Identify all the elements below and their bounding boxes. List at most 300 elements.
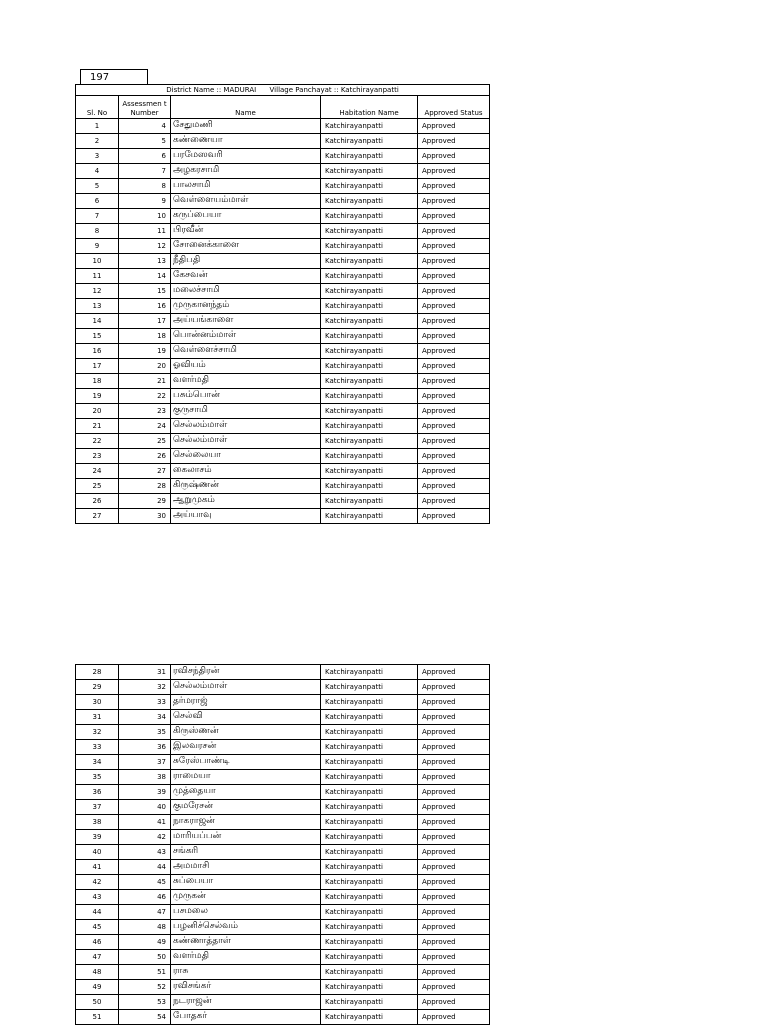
habitation-cell: Katchirayanpatti [321, 770, 418, 785]
sl-no-cell: 27 [76, 509, 119, 524]
status-cell: Approved [418, 224, 490, 239]
sl-no-cell: 6 [76, 194, 119, 209]
header-approved-status: Approved Status [418, 96, 490, 119]
sl-no-cell: 32 [76, 725, 119, 740]
sl-no-cell: 30 [76, 695, 119, 710]
status-cell: Approved [418, 1010, 490, 1025]
name-cell: பரமேஸவரி [171, 149, 321, 164]
habitation-cell: Katchirayanpatti [321, 830, 418, 845]
name-cell: நாகராஜன் [171, 815, 321, 830]
assessment-number-cell: 51 [119, 965, 171, 980]
name-cell: பசும்பொன் [171, 389, 321, 404]
habitation-cell: Katchirayanpatti [321, 665, 418, 680]
table-row [76, 179, 490, 194]
name-cell: முருகானந்தம் [171, 299, 321, 314]
table-row [76, 134, 490, 149]
sl-no-cell: 13 [76, 299, 119, 314]
status-cell: Approved [418, 800, 490, 815]
table-row [76, 314, 490, 329]
sl-no-cell: 1 [76, 119, 119, 134]
table-row [76, 1010, 490, 1025]
habitation-cell: Katchirayanpatti [321, 299, 418, 314]
table-row [76, 284, 490, 299]
name-cell: வளர்மதி [171, 950, 321, 965]
assessment-number-cell: 26 [119, 449, 171, 464]
sl-no-cell: 49 [76, 980, 119, 995]
habitation-cell: Katchirayanpatti [321, 149, 418, 164]
sl-no-cell: 28 [76, 665, 119, 680]
status-cell: Approved [418, 194, 490, 209]
name-cell: செல்லம்மாள் [171, 434, 321, 449]
table-row [76, 875, 490, 890]
table-row [76, 269, 490, 284]
table-row [76, 830, 490, 845]
name-cell: ராசு [171, 965, 321, 980]
name-cell: சுரேஸ்பாண்டி [171, 755, 321, 770]
assessment-number-cell: 17 [119, 314, 171, 329]
habitation-cell: Katchirayanpatti [321, 755, 418, 770]
assessment-number-cell: 29 [119, 494, 171, 509]
status-cell: Approved [418, 419, 490, 434]
name-cell: கிருஸ்ணன் [171, 725, 321, 740]
assessment-number-cell: 35 [119, 725, 171, 740]
status-cell: Approved [418, 980, 490, 995]
table-row [76, 344, 490, 359]
status-cell: Approved [418, 680, 490, 695]
assessment-number-cell: 33 [119, 695, 171, 710]
habitation-cell: Katchirayanpatti [321, 740, 418, 755]
sl-no-cell: 14 [76, 314, 119, 329]
table-row [76, 950, 490, 965]
habitation-cell: Katchirayanpatti [321, 119, 418, 134]
table-row [76, 815, 490, 830]
habitation-cell: Katchirayanpatti [321, 434, 418, 449]
status-cell: Approved [418, 119, 490, 134]
sl-no-cell: 19 [76, 389, 119, 404]
status-cell: Approved [418, 509, 490, 524]
name-cell: அய்யாவு [171, 509, 321, 524]
sl-no-cell: 44 [76, 905, 119, 920]
assessment-number-cell: 19 [119, 344, 171, 359]
sl-no-cell: 3 [76, 149, 119, 164]
table-row [76, 800, 490, 815]
name-cell: வெள்ளைச்சாமி [171, 344, 321, 359]
assessment-number-cell: 42 [119, 830, 171, 845]
name-cell: கண்ணாத்தாள் [171, 935, 321, 950]
assessment-number-cell: 10 [119, 209, 171, 224]
assessment-number-cell: 7 [119, 164, 171, 179]
table-row [76, 980, 490, 995]
sl-no-cell: 45 [76, 920, 119, 935]
name-cell: வளர்மதி [171, 374, 321, 389]
habitation-cell: Katchirayanpatti [321, 815, 418, 830]
table-row [76, 494, 490, 509]
name-cell: அமமாசி [171, 860, 321, 875]
habitation-cell: Katchirayanpatti [321, 680, 418, 695]
habitation-cell: Katchirayanpatti [321, 479, 418, 494]
name-cell: கேசவன் [171, 269, 321, 284]
sl-no-cell: 24 [76, 464, 119, 479]
assessment-number-cell: 15 [119, 284, 171, 299]
table-row [76, 905, 490, 920]
status-cell: Approved [418, 254, 490, 269]
status-cell: Approved [418, 785, 490, 800]
name-cell: சுப்பையா [171, 875, 321, 890]
name-cell: தர்மராஜ் [171, 695, 321, 710]
status-cell: Approved [418, 494, 490, 509]
status-cell: Approved [418, 269, 490, 284]
page-number-box [80, 69, 148, 85]
assessment-number-cell: 32 [119, 680, 171, 695]
name-cell: ரவிசந்திரன் [171, 665, 321, 680]
assessment-number-cell: 52 [119, 980, 171, 995]
table-row [76, 164, 490, 179]
header-habitation-name: Habitation Name [321, 96, 418, 119]
name-cell: அழகரசாமி [171, 164, 321, 179]
sl-no-cell: 41 [76, 860, 119, 875]
sl-no-cell: 11 [76, 269, 119, 284]
assessment-number-cell: 14 [119, 269, 171, 284]
habitation-cell: Katchirayanpatti [321, 314, 418, 329]
habitation-cell: Katchirayanpatti [321, 209, 418, 224]
name-cell: கைலாசம் [171, 464, 321, 479]
habitation-cell: Katchirayanpatti [321, 494, 418, 509]
assessment-number-cell: 38 [119, 770, 171, 785]
name-cell: ஆறுமுகம் [171, 494, 321, 509]
name-cell: மலைச்சாமி [171, 284, 321, 299]
habitation-cell: Katchirayanpatti [321, 359, 418, 374]
assessment-number-cell: 18 [119, 329, 171, 344]
assessment-number-cell: 43 [119, 845, 171, 860]
table-row [76, 464, 490, 479]
status-cell: Approved [418, 740, 490, 755]
table-row [76, 725, 490, 740]
status-cell: Approved [418, 770, 490, 785]
table-row [76, 740, 490, 755]
table-row [76, 695, 490, 710]
assessment-number-cell: 36 [119, 740, 171, 755]
table-row [76, 329, 490, 344]
status-cell: Approved [418, 725, 490, 740]
name-cell: சேதுமணி [171, 119, 321, 134]
name-cell: நடராஜன் [171, 995, 321, 1010]
sl-no-cell: 33 [76, 740, 119, 755]
sl-no-cell: 26 [76, 494, 119, 509]
sl-no-cell: 7 [76, 209, 119, 224]
table-row [76, 935, 490, 950]
status-cell: Approved [418, 404, 490, 419]
beneficiary-table-1 [75, 84, 490, 524]
assessment-number-cell: 27 [119, 464, 171, 479]
table-1-body [76, 119, 490, 524]
name-cell: முத்தையா [171, 785, 321, 800]
habitation-cell: Katchirayanpatti [321, 905, 418, 920]
name-cell: பொன்னம்மாள் [171, 329, 321, 344]
assessment-number-cell: 54 [119, 1010, 171, 1025]
table-row [76, 374, 490, 389]
table-row [76, 890, 490, 905]
table-row [76, 860, 490, 875]
header-assessment-number: Assessmen t Number [119, 96, 171, 119]
habitation-cell: Katchirayanpatti [321, 725, 418, 740]
habitation-cell: Katchirayanpatti [321, 194, 418, 209]
habitation-cell: Katchirayanpatti [321, 785, 418, 800]
sl-no-cell: 36 [76, 785, 119, 800]
sl-no-cell: 4 [76, 164, 119, 179]
status-cell: Approved [418, 875, 490, 890]
habitation-cell: Katchirayanpatti [321, 404, 418, 419]
habitation-cell: Katchirayanpatti [321, 980, 418, 995]
table-row [76, 194, 490, 209]
header-sl-no: Sl. No [76, 96, 119, 119]
name-cell: சோனைக்காளை [171, 239, 321, 254]
sl-no-cell: 23 [76, 449, 119, 464]
name-cell: நீதிபதி [171, 254, 321, 269]
table-row [76, 449, 490, 464]
status-cell: Approved [418, 434, 490, 449]
sl-no-cell: 38 [76, 815, 119, 830]
assessment-number-cell: 47 [119, 905, 171, 920]
assessment-number-cell: 9 [119, 194, 171, 209]
status-cell: Approved [418, 815, 490, 830]
name-cell: ஓவியம் [171, 359, 321, 374]
table-row [76, 770, 490, 785]
status-cell: Approved [418, 284, 490, 299]
table-row [76, 224, 490, 239]
name-cell: செல்லம்மாள் [171, 680, 321, 695]
table-row [76, 509, 490, 524]
name-cell: போதகர் [171, 1010, 321, 1025]
status-cell: Approved [418, 359, 490, 374]
habitation-cell: Katchirayanpatti [321, 374, 418, 389]
sl-no-cell: 15 [76, 329, 119, 344]
name-cell: ரவிசங்கர் [171, 980, 321, 995]
name-cell: கருப்பையா [171, 209, 321, 224]
habitation-cell: Katchirayanpatti [321, 329, 418, 344]
status-cell: Approved [418, 134, 490, 149]
habitation-cell: Katchirayanpatti [321, 509, 418, 524]
habitation-cell: Katchirayanpatti [321, 449, 418, 464]
assessment-number-cell: 16 [119, 299, 171, 314]
table-row [76, 299, 490, 314]
habitation-cell: Katchirayanpatti [321, 464, 418, 479]
name-cell: செல்லையா [171, 449, 321, 464]
habitation-cell: Katchirayanpatti [321, 695, 418, 710]
table-row [76, 239, 490, 254]
assessment-number-cell: 31 [119, 665, 171, 680]
table-row [76, 479, 490, 494]
assessment-number-cell: 11 [119, 224, 171, 239]
status-cell: Approved [418, 890, 490, 905]
name-cell: இலவரசன் [171, 740, 321, 755]
table-row [76, 665, 490, 680]
habitation-cell: Katchirayanpatti [321, 800, 418, 815]
assessment-number-cell: 21 [119, 374, 171, 389]
table-row [76, 404, 490, 419]
table-row [76, 845, 490, 860]
status-cell: Approved [418, 905, 490, 920]
sl-no-cell: 48 [76, 965, 119, 980]
name-cell: பிரவீன் [171, 224, 321, 239]
status-cell: Approved [418, 479, 490, 494]
name-cell: ராமையா [171, 770, 321, 785]
assessment-number-cell: 46 [119, 890, 171, 905]
status-cell: Approved [418, 164, 490, 179]
sl-no-cell: 50 [76, 995, 119, 1010]
sl-no-cell: 9 [76, 239, 119, 254]
status-cell: Approved [418, 950, 490, 965]
sl-no-cell: 16 [76, 344, 119, 359]
status-cell: Approved [418, 389, 490, 404]
name-cell: சங்கரி [171, 845, 321, 860]
habitation-cell: Katchirayanpatti [321, 389, 418, 404]
status-cell: Approved [418, 755, 490, 770]
status-cell: Approved [418, 239, 490, 254]
assessment-number-cell: 4 [119, 119, 171, 134]
name-cell: மாரியப்பன் [171, 830, 321, 845]
habitation-cell: Katchirayanpatti [321, 239, 418, 254]
status-cell: Approved [418, 374, 490, 389]
name-cell: பழனிச்செல்வம் [171, 920, 321, 935]
assessment-number-cell: 6 [119, 149, 171, 164]
habitation-cell: Katchirayanpatti [321, 284, 418, 299]
status-cell: Approved [418, 695, 490, 710]
habitation-cell: Katchirayanpatti [321, 950, 418, 965]
name-cell: குருசாமி [171, 404, 321, 419]
table-row [76, 419, 490, 434]
sl-no-cell: 25 [76, 479, 119, 494]
status-cell: Approved [418, 845, 490, 860]
status-cell: Approved [418, 965, 490, 980]
table-row [76, 920, 490, 935]
table-row [76, 359, 490, 374]
sl-no-cell: 2 [76, 134, 119, 149]
habitation-cell: Katchirayanpatti [321, 710, 418, 725]
sl-no-cell: 51 [76, 1010, 119, 1025]
status-cell: Approved [418, 860, 490, 875]
habitation-cell: Katchirayanpatti [321, 935, 418, 950]
status-cell: Approved [418, 344, 490, 359]
status-cell: Approved [418, 710, 490, 725]
table-row [76, 995, 490, 1010]
sl-no-cell: 43 [76, 890, 119, 905]
district-line: District Name :: MADURAI Village Panchayat :: Katchirayanpatti [76, 85, 490, 96]
assessment-number-cell: 20 [119, 359, 171, 374]
name-cell: செல்வி [171, 710, 321, 725]
habitation-cell: Katchirayanpatti [321, 344, 418, 359]
assessment-number-cell: 50 [119, 950, 171, 965]
name-cell: கண்ணையா [171, 134, 321, 149]
habitation-cell: Katchirayanpatti [321, 965, 418, 980]
table-row [76, 680, 490, 695]
sl-no-cell: 40 [76, 845, 119, 860]
table-row [76, 755, 490, 770]
beneficiary-table-2 [75, 664, 490, 1025]
table-row [76, 119, 490, 134]
assessment-number-cell: 37 [119, 755, 171, 770]
assessment-number-cell: 44 [119, 860, 171, 875]
status-cell: Approved [418, 179, 490, 194]
table-row [76, 389, 490, 404]
habitation-cell: Katchirayanpatti [321, 890, 418, 905]
sl-no-cell: 21 [76, 419, 119, 434]
habitation-cell: Katchirayanpatti [321, 1010, 418, 1025]
sl-no-cell: 34 [76, 755, 119, 770]
assessment-number-cell: 13 [119, 254, 171, 269]
status-cell: Approved [418, 314, 490, 329]
status-cell: Approved [418, 299, 490, 314]
assessment-number-cell: 48 [119, 920, 171, 935]
sl-no-cell: 47 [76, 950, 119, 965]
sl-no-cell: 18 [76, 374, 119, 389]
habitation-cell: Katchirayanpatti [321, 269, 418, 284]
status-cell: Approved [418, 830, 490, 845]
name-cell: அய்யங்காளை [171, 314, 321, 329]
sl-no-cell: 22 [76, 434, 119, 449]
table-2-body [76, 665, 490, 1025]
sl-no-cell: 35 [76, 770, 119, 785]
sl-no-cell: 39 [76, 830, 119, 845]
status-cell: Approved [418, 464, 490, 479]
status-cell: Approved [418, 149, 490, 164]
header-name: Name [171, 96, 321, 119]
status-cell: Approved [418, 449, 490, 464]
name-cell: பாலசாமி [171, 179, 321, 194]
assessment-number-cell: 34 [119, 710, 171, 725]
assessment-number-cell: 12 [119, 239, 171, 254]
name-cell: வெள்ளையம்மாள் [171, 194, 321, 209]
page-number: 197 [90, 72, 110, 83]
habitation-cell: Katchirayanpatti [321, 920, 418, 935]
assessment-number-cell: 41 [119, 815, 171, 830]
sl-no-cell: 20 [76, 404, 119, 419]
habitation-cell: Katchirayanpatti [321, 134, 418, 149]
table-row [76, 149, 490, 164]
table-row [76, 209, 490, 224]
assessment-number-cell: 40 [119, 800, 171, 815]
habitation-cell: Katchirayanpatti [321, 845, 418, 860]
habitation-cell: Katchirayanpatti [321, 164, 418, 179]
table-row [76, 965, 490, 980]
status-cell: Approved [418, 935, 490, 950]
assessment-number-cell: 30 [119, 509, 171, 524]
assessment-number-cell: 5 [119, 134, 171, 149]
assessment-number-cell: 22 [119, 389, 171, 404]
name-cell: முருகன் [171, 890, 321, 905]
table-row [76, 710, 490, 725]
assessment-number-cell: 53 [119, 995, 171, 1010]
habitation-cell: Katchirayanpatti [321, 254, 418, 269]
sl-no-cell: 5 [76, 179, 119, 194]
sl-no-cell: 37 [76, 800, 119, 815]
table-row [76, 785, 490, 800]
sl-no-cell: 8 [76, 224, 119, 239]
name-cell: கிருஷ்ணன் [171, 479, 321, 494]
habitation-cell: Katchirayanpatti [321, 179, 418, 194]
assessment-number-cell: 25 [119, 434, 171, 449]
name-cell: பசமலை [171, 905, 321, 920]
name-cell: குமரேசன் [171, 800, 321, 815]
status-cell: Approved [418, 329, 490, 344]
assessment-number-cell: 8 [119, 179, 171, 194]
habitation-cell: Katchirayanpatti [321, 419, 418, 434]
sl-no-cell: 42 [76, 875, 119, 890]
assessment-number-cell: 23 [119, 404, 171, 419]
assessment-number-cell: 24 [119, 419, 171, 434]
name-cell: செல்லம்மாள் [171, 419, 321, 434]
habitation-cell: Katchirayanpatti [321, 224, 418, 239]
sl-no-cell: 46 [76, 935, 119, 950]
